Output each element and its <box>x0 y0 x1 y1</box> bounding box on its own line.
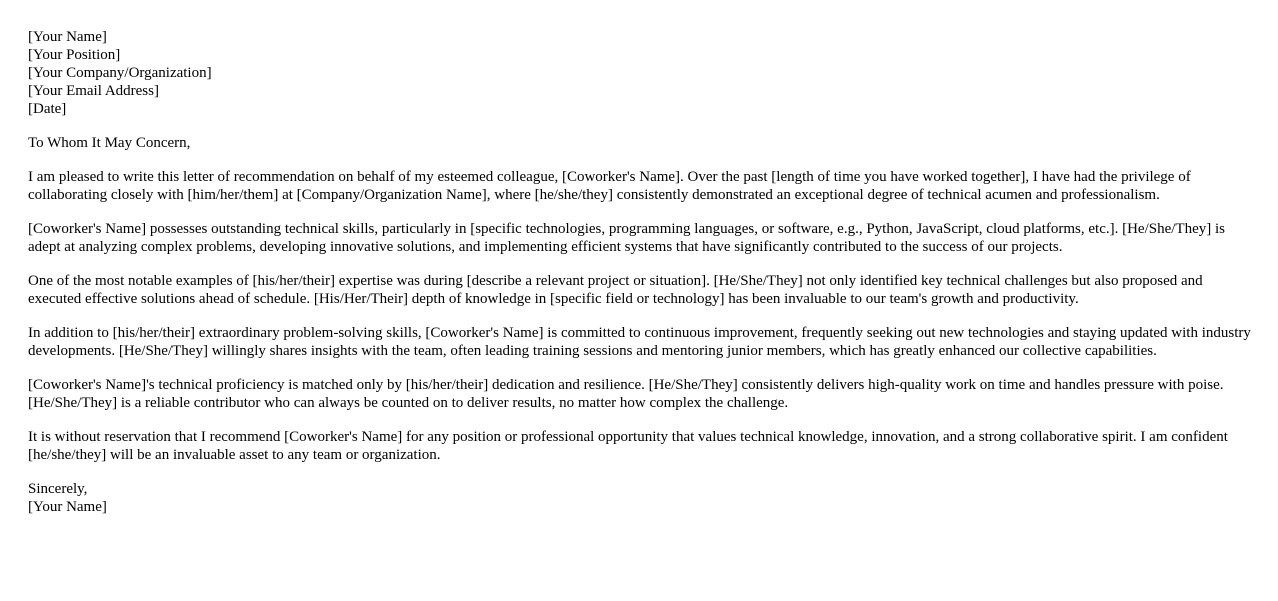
sender-header <box>28 28 1253 118</box>
letter-date: [Date] <box>28 101 67 117</box>
sender-company: [Your Company/Organization] <box>28 65 212 81</box>
paragraph-project-example: One of the most notable examples of [his/her/their] expertise was during [describe a relevant project or situation]. [He/She/They] not only identified key technical challenges but also proposed and executed effective solutions ahead of schedule. [His/Her/Their] depth of knowledge in [specific field or technology] has been invaluable to our team's growth and productivity. <box>28 273 1203 307</box>
paragraph-technical-skills: [Coworker's Name] possesses outstanding technical skills, particularly in [specific technologies, programming languages, or software, e.g., Python, JavaScript, cloud platforms, etc.]. [He/She/They] is adept at analyzing complex problems, developing innovative solutions, and implementing efficient systems that have significantly contributed to the success of our projects. <box>28 221 1225 255</box>
paragraph-continuous-improvement: In addition to [his/her/their] extraordinary problem-solving skills, [Coworker's Name] is committed to continuous improvement, frequently seeking out new technologies and staying updated with industry developments. [He/She/They] willingly shares insights with the team, often leading training sessions and mentoring junior members, which has greatly enhanced our collective capabilities. <box>28 325 1251 359</box>
recommendation-letter <box>28 28 1253 532</box>
paragraph-dedication: [Coworker's Name]'s technical proficiency is matched only by [his/her/their] dedication and resilience. [He/She/They] consistently delivers high-quality work on time and handles pressure with poise. [He/She/They] is a reliable contributor who can always be counted on to deliver results, no matter how complex the challenge. <box>28 377 1224 411</box>
sender-name: [Your Name] <box>28 29 107 45</box>
sender-email: [Your Email Address] <box>28 83 159 99</box>
closing <box>28 480 1253 516</box>
signature-name: [Your Name] <box>28 499 107 515</box>
sender-position: [Your Position] <box>28 47 121 63</box>
sign-off: Sincerely, <box>28 481 88 497</box>
paragraph-introduction: I am pleased to write this letter of recommendation on behalf of my esteemed colleague, [Coworker's Name]. Over the past [length of time you have worked together], I have had the privilege of collaborating closely with [him/her/them] at [Company/Organization Name], where [he/she/they] consistently demonstrated an exceptional degree of technical acumen and professionalism. <box>28 169 1191 203</box>
salutation: To Whom It May Concern, <box>28 135 191 151</box>
paragraph-recommendation: It is without reservation that I recommend [Coworker's Name] for any position or professional opportunity that values technical knowledge, innovation, and a strong collaborative spirit. I am confident [he/she/they] will be an invaluable asset to any team or organization. <box>28 429 1228 463</box>
